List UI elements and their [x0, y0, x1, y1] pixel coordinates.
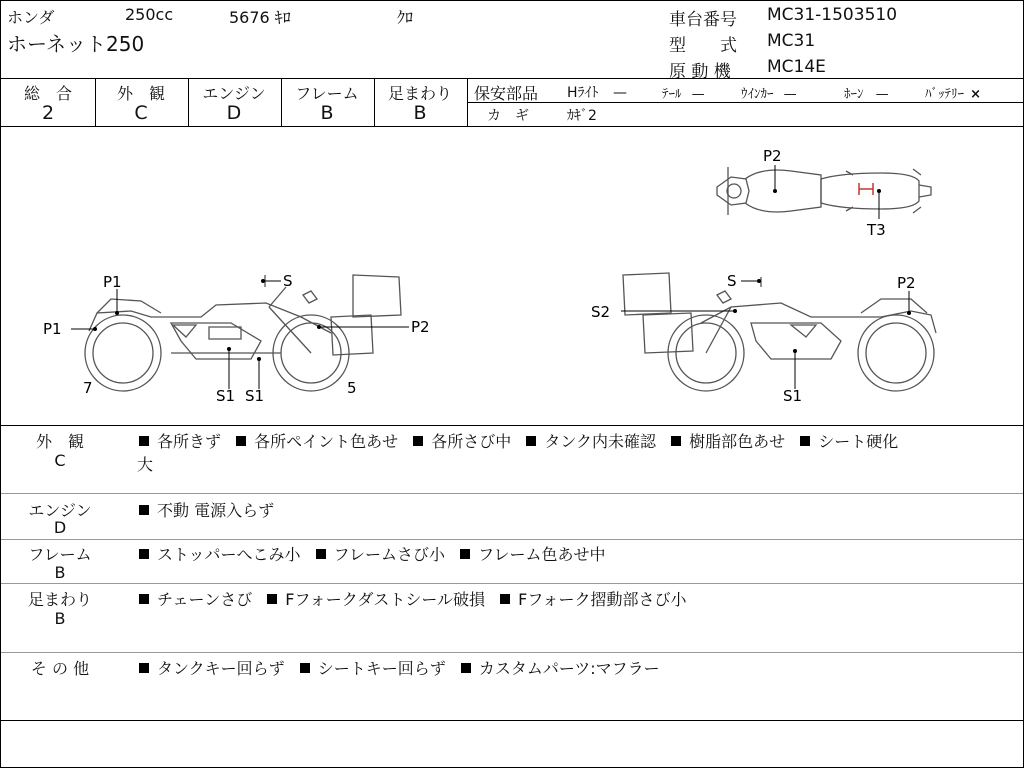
label-left-5: 5 [347, 379, 357, 397]
label-right-s: S [727, 272, 737, 290]
note-category-exterior: 外 観 [35, 432, 84, 451]
safety-item-tail: ﾃｰﾙ — [662, 87, 705, 102]
engine-value: MC14E [767, 57, 826, 77]
frame-no-label: 車台番号 [669, 10, 737, 30]
grade-value-overall: 2 [41, 102, 55, 124]
divider [1, 539, 1023, 540]
note-grade-exterior: C [54, 451, 66, 470]
maker: ホンダ [7, 8, 55, 27]
grade-label-overall: 総 合 [23, 84, 72, 103]
divider [1, 493, 1023, 494]
label-left-p1a: P1 [103, 273, 122, 291]
safety-item-battery: ﾊﾞｯﾃﾘｰ × [925, 87, 982, 102]
displacement: 250cc [125, 5, 174, 24]
note-lines-suspension: チェーンさび Fフォークダストシール破損 Fフォーク摺動部さび小 [137, 587, 687, 610]
note-category-engine: エンジン [28, 501, 92, 520]
note-category-other: そ の 他 [30, 659, 90, 678]
note-grade-engine: D [53, 518, 67, 537]
note-grade-suspension: B [54, 609, 66, 628]
right-side-motorcycle [623, 273, 936, 391]
label-right-s1: S1 [783, 387, 803, 405]
grade-value-exterior: C [134, 102, 148, 124]
label-left-s1b: S1 [245, 387, 265, 405]
note-lines-exterior: 各所きず 各所ペイント色あせ 各所さび中 タンク内未確認 樹脂部色あせ シート硬化 [137, 429, 898, 452]
grade-value-engine: D [226, 102, 242, 124]
label-right-s2: S2 [591, 303, 611, 321]
engine-label: 原 動 機 [669, 62, 731, 82]
grade-label-exterior: 外 観 [116, 84, 165, 103]
motorcycle-diagram [1, 127, 1023, 425]
left-side-motorcycle [85, 275, 401, 391]
color: ｸﾛ [397, 8, 414, 27]
note-lines-frame: ストッパーへこみ小 フレームさび小 フレーム色あせ中 [137, 542, 605, 565]
key-value: ｶｷﾞ2 [567, 108, 597, 124]
frame-no: MC31-1503510 [767, 5, 898, 25]
type-value: MC31 [767, 31, 816, 51]
note-grade-frame: B [54, 563, 66, 582]
label-left-p2: P2 [411, 318, 430, 336]
divider [1, 425, 1023, 426]
divider [1, 78, 1023, 79]
note-lines-engine: 不動 電源入らず [137, 498, 274, 521]
note-wrap-exterior: 大 [137, 455, 154, 474]
note-category-suspension: 足まわり [27, 590, 92, 609]
safety-item-horn: ﾎｰﾝ — [844, 87, 889, 102]
grade-label-engine: エンジン [202, 84, 266, 103]
grade-value-frame: B [320, 102, 334, 124]
safety-item-winker: ｳｲﾝｶｰ — [741, 87, 797, 102]
model-name: ホーネット250 [7, 32, 145, 56]
label-left-s: S [283, 272, 293, 290]
label-left-s1a: S1 [216, 387, 236, 405]
label-top-p2: P2 [763, 147, 782, 165]
grade-label-suspension: 足まわり [387, 84, 452, 103]
grade-value-suspension: B [413, 102, 427, 124]
note-lines-other: タンクキー回らず シートキー回らず カスタムパーツ:マフラー [137, 656, 660, 679]
divider [1, 652, 1023, 653]
key-label: カ ギ [487, 108, 529, 124]
divider [1, 720, 1023, 721]
grade-label-frame: フレーム [295, 84, 359, 103]
label-left-p1b: P1 [43, 320, 62, 338]
label-right-p2: P2 [897, 274, 916, 292]
label-left-7: 7 [83, 379, 93, 397]
safety-label: 保安部品 [474, 84, 539, 103]
top-view-motorcycle [717, 167, 931, 215]
label-top-t3: T3 [867, 221, 886, 239]
divider [1, 583, 1023, 584]
safety-item-headlight: Hﾗｲﾄ — [567, 85, 627, 101]
divider [467, 102, 1023, 103]
mileage: 5676 ｷﾛ [229, 8, 291, 27]
type-label: 型 式 [669, 36, 737, 56]
note-category-frame: フレーム [28, 545, 92, 564]
